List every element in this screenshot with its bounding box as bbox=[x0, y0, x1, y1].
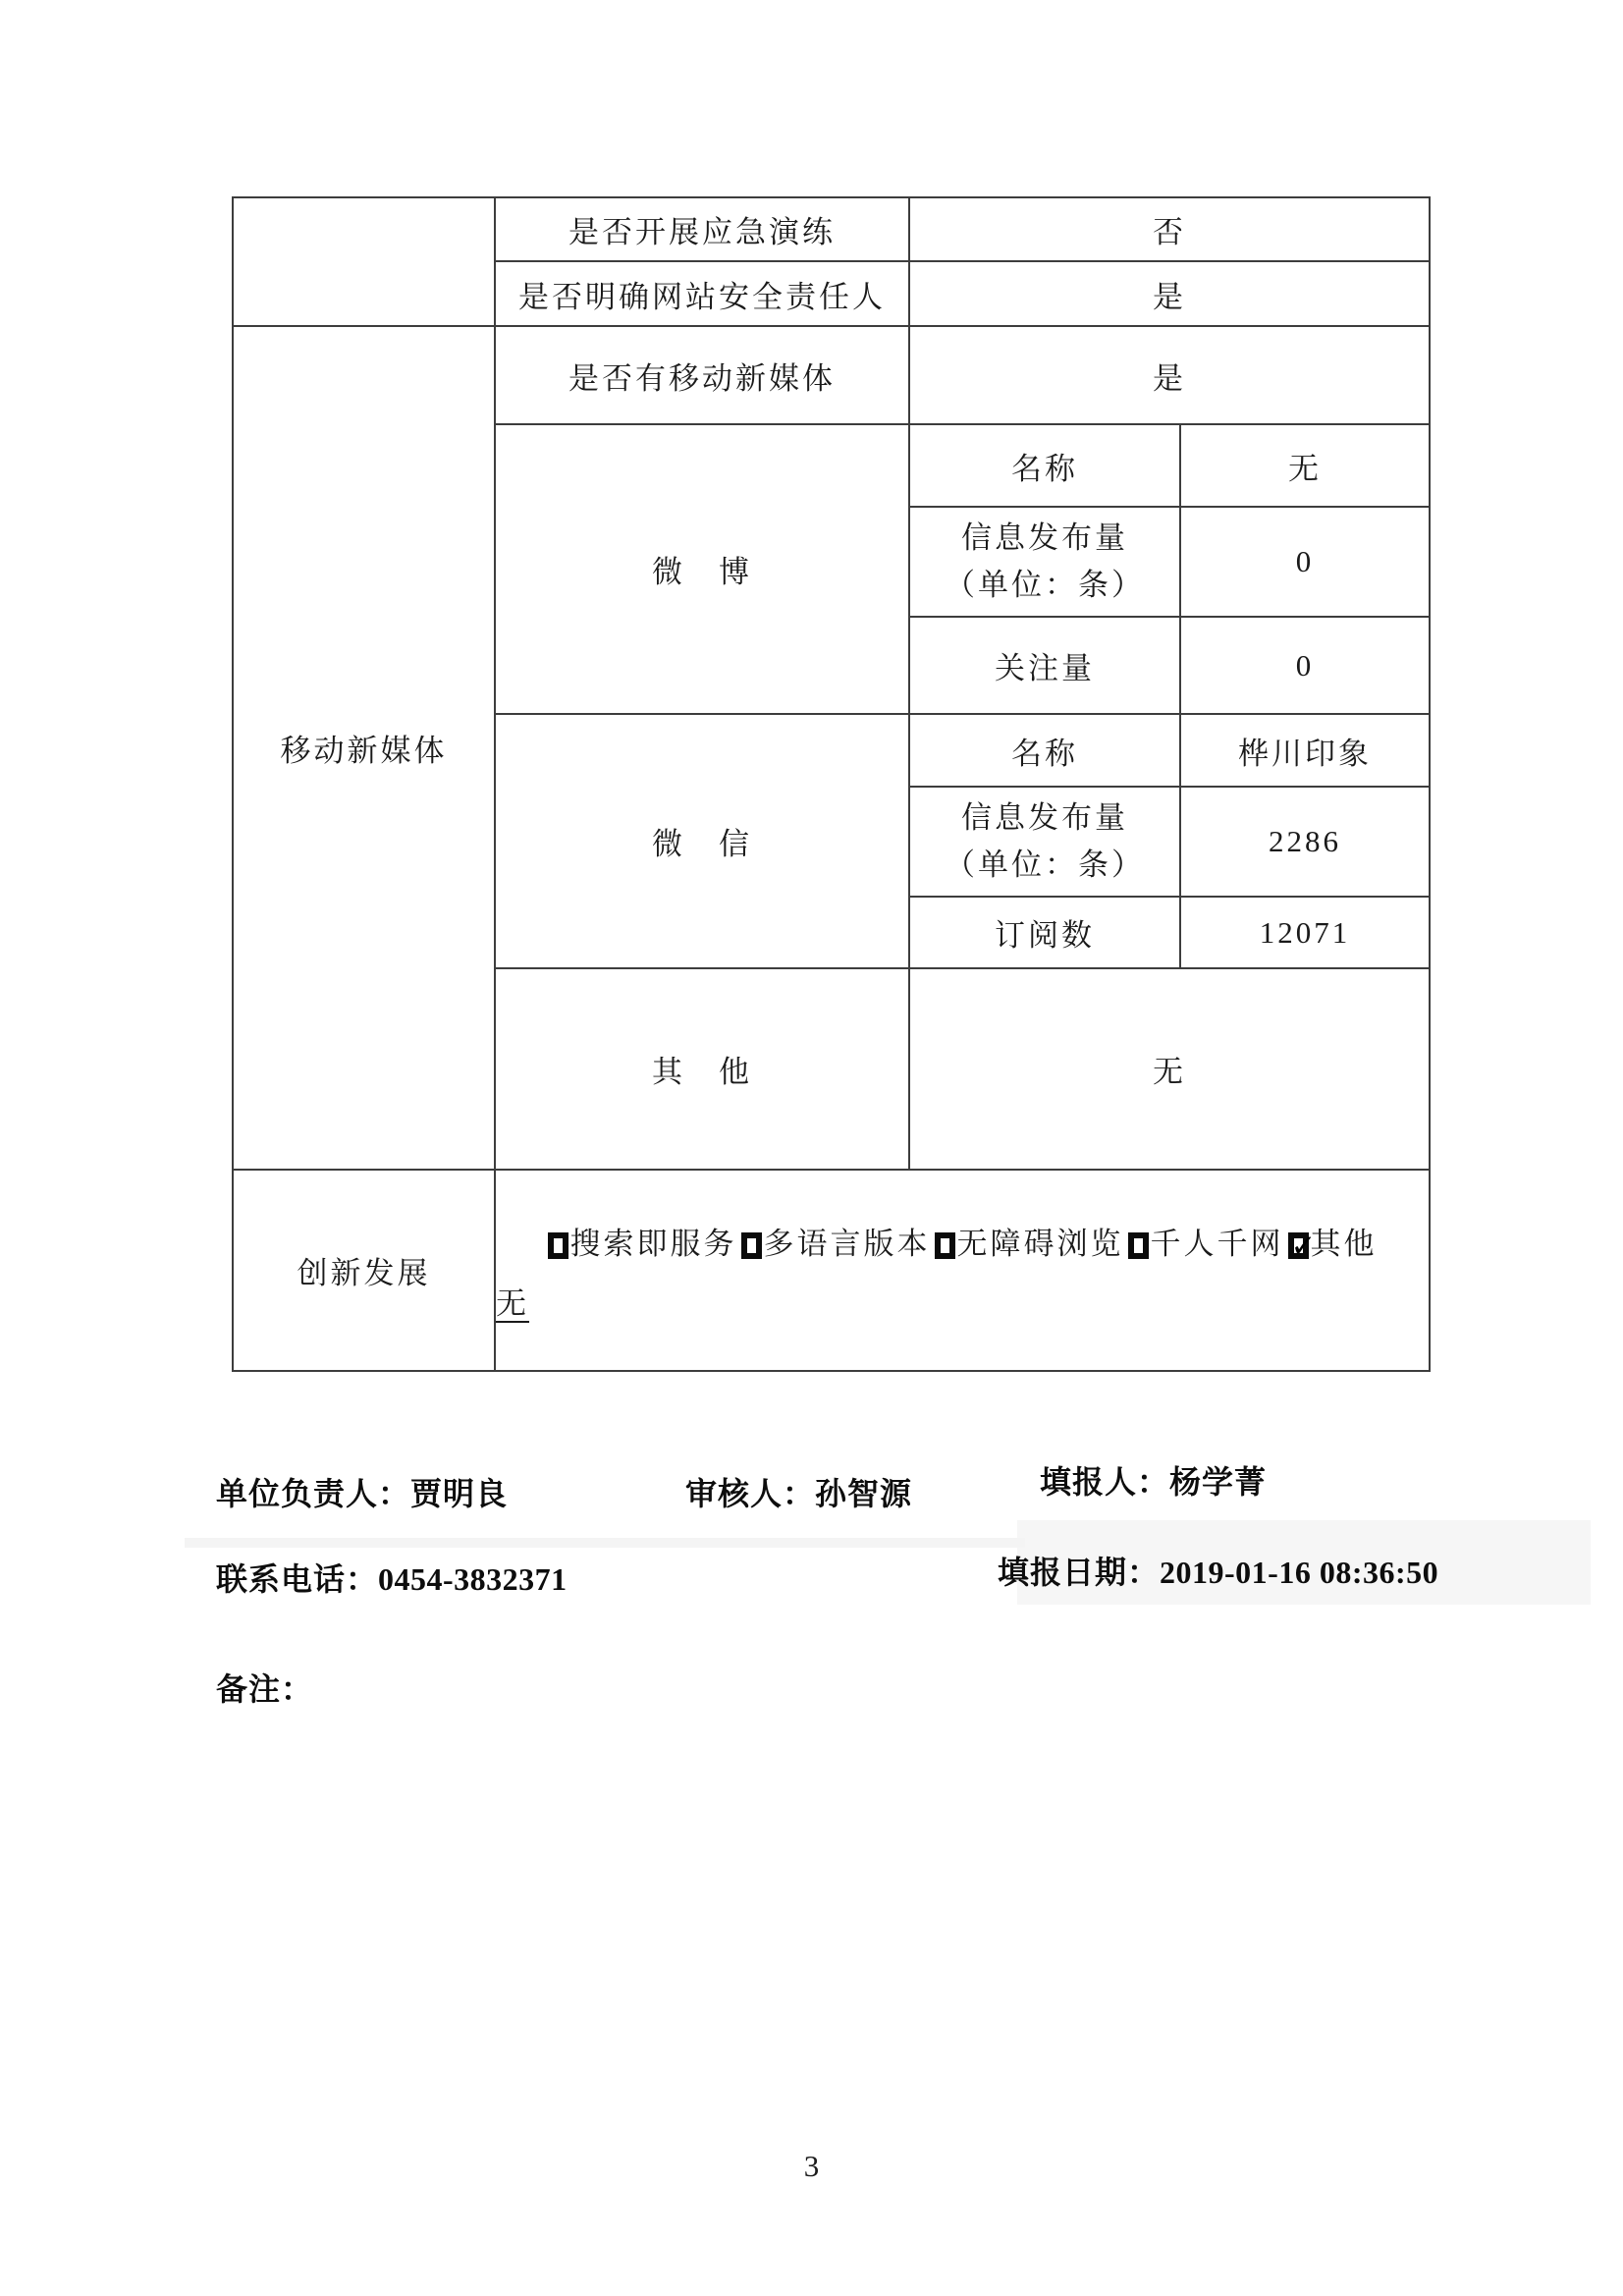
category-cell-continued bbox=[233, 197, 495, 326]
category-mobile-media: 移动新媒体 bbox=[233, 326, 495, 1170]
innovation-cell bbox=[495, 1170, 1430, 1371]
weibo-publish-label-line2: （单位：条） bbox=[945, 568, 1145, 602]
filler-line bbox=[1040, 1457, 1267, 1503]
report-date-line bbox=[998, 1548, 1438, 1593]
answer-security-responsible: 是 bbox=[909, 261, 1430, 326]
reviewer-value: 孙智源 bbox=[815, 1476, 913, 1511]
wechat-subscribers-label: 订阅数 bbox=[909, 897, 1180, 968]
wechat-publish-label-line1: 信息发布量 bbox=[961, 799, 1128, 835]
wechat-subscribers-value: 12071 bbox=[1180, 897, 1430, 968]
answer-emergency-drill: 否 bbox=[909, 197, 1430, 261]
weibo-name-value: 无 bbox=[1180, 424, 1430, 507]
answer-has-mobile-media: 是 bbox=[909, 326, 1430, 424]
innovation-checkbox-line bbox=[496, 1219, 1429, 1263]
wechat-name-value: 桦川印象 bbox=[1180, 714, 1430, 787]
checkbox-other bbox=[1288, 1228, 1317, 1264]
wechat-label: 微 信 bbox=[495, 714, 909, 968]
reviewer-line bbox=[685, 1469, 912, 1514]
wechat-publish-label-line2: （单位：条） bbox=[945, 847, 1145, 882]
checkbox-label-personalized-web: 千人千网 bbox=[1150, 1226, 1284, 1261]
contact-phone-label: 联系电话： bbox=[216, 1561, 379, 1597]
responsible-person-value: 贾明良 bbox=[410, 1476, 509, 1511]
weibo-label: 微 博 bbox=[495, 424, 909, 714]
filler-value: 杨学菁 bbox=[1169, 1464, 1268, 1500]
weibo-followers-value: 0 bbox=[1180, 617, 1430, 714]
checkbox-label-other: 其他 bbox=[1310, 1226, 1378, 1261]
other-media-label: 其 他 bbox=[495, 968, 909, 1170]
page-number: 3 bbox=[803, 2149, 820, 2183]
checkbox-multilingual bbox=[741, 1232, 762, 1259]
report-date-label: 填报日期： bbox=[998, 1555, 1161, 1590]
check-icon: ✓ bbox=[1290, 1228, 1317, 1264]
weibo-name-label: 名称 bbox=[909, 424, 1180, 507]
question-emergency-drill: 是否开展应急演练 bbox=[495, 197, 909, 261]
report-table bbox=[232, 196, 1431, 1372]
responsible-person-line bbox=[216, 1469, 508, 1514]
weibo-publish-label-line1: 信息发布量 bbox=[961, 519, 1128, 555]
other-media-value: 无 bbox=[909, 968, 1430, 1170]
category-innovation: 创新发展 bbox=[233, 1170, 495, 1371]
wechat-name-label: 名称 bbox=[909, 714, 1180, 787]
contact-phone-value: 0454-3832371 bbox=[378, 1561, 568, 1597]
wechat-publish-value: 2286 bbox=[1180, 787, 1430, 897]
responsible-person-label: 单位负责人： bbox=[216, 1476, 411, 1511]
table-row bbox=[233, 326, 1430, 424]
weibo-publish-label bbox=[909, 507, 1180, 617]
scan-artifact-band bbox=[185, 1538, 1025, 1548]
wechat-publish-label bbox=[909, 787, 1180, 897]
weibo-followers-label: 关注量 bbox=[909, 617, 1180, 714]
checkbox-personalized-web bbox=[1128, 1232, 1149, 1259]
checkbox-label-accessibility: 无障碍浏览 bbox=[956, 1226, 1124, 1261]
checkbox-label-search-service: 搜索即服务 bbox=[569, 1226, 737, 1261]
reviewer-label: 审核人： bbox=[685, 1476, 816, 1511]
contact-phone-line bbox=[216, 1555, 568, 1600]
filler-label: 填报人： bbox=[1040, 1464, 1170, 1500]
checkbox-label-multilingual: 多语言版本 bbox=[763, 1226, 931, 1261]
checkbox-accessibility bbox=[935, 1232, 955, 1259]
table-row bbox=[233, 197, 1430, 261]
question-security-responsible: 是否明确网站安全责任人 bbox=[495, 261, 909, 326]
remark-label: 备注： bbox=[216, 1671, 314, 1707]
innovation-other-value: 无 bbox=[496, 1285, 529, 1321]
question-has-mobile-media: 是否有移动新媒体 bbox=[495, 326, 909, 424]
table-row bbox=[233, 1170, 1430, 1371]
remark-line bbox=[216, 1665, 313, 1710]
report-date-value: 2019-01-16 08:36:50 bbox=[1160, 1555, 1439, 1590]
checkbox-search-service bbox=[548, 1232, 568, 1259]
weibo-publish-value: 0 bbox=[1180, 507, 1430, 617]
